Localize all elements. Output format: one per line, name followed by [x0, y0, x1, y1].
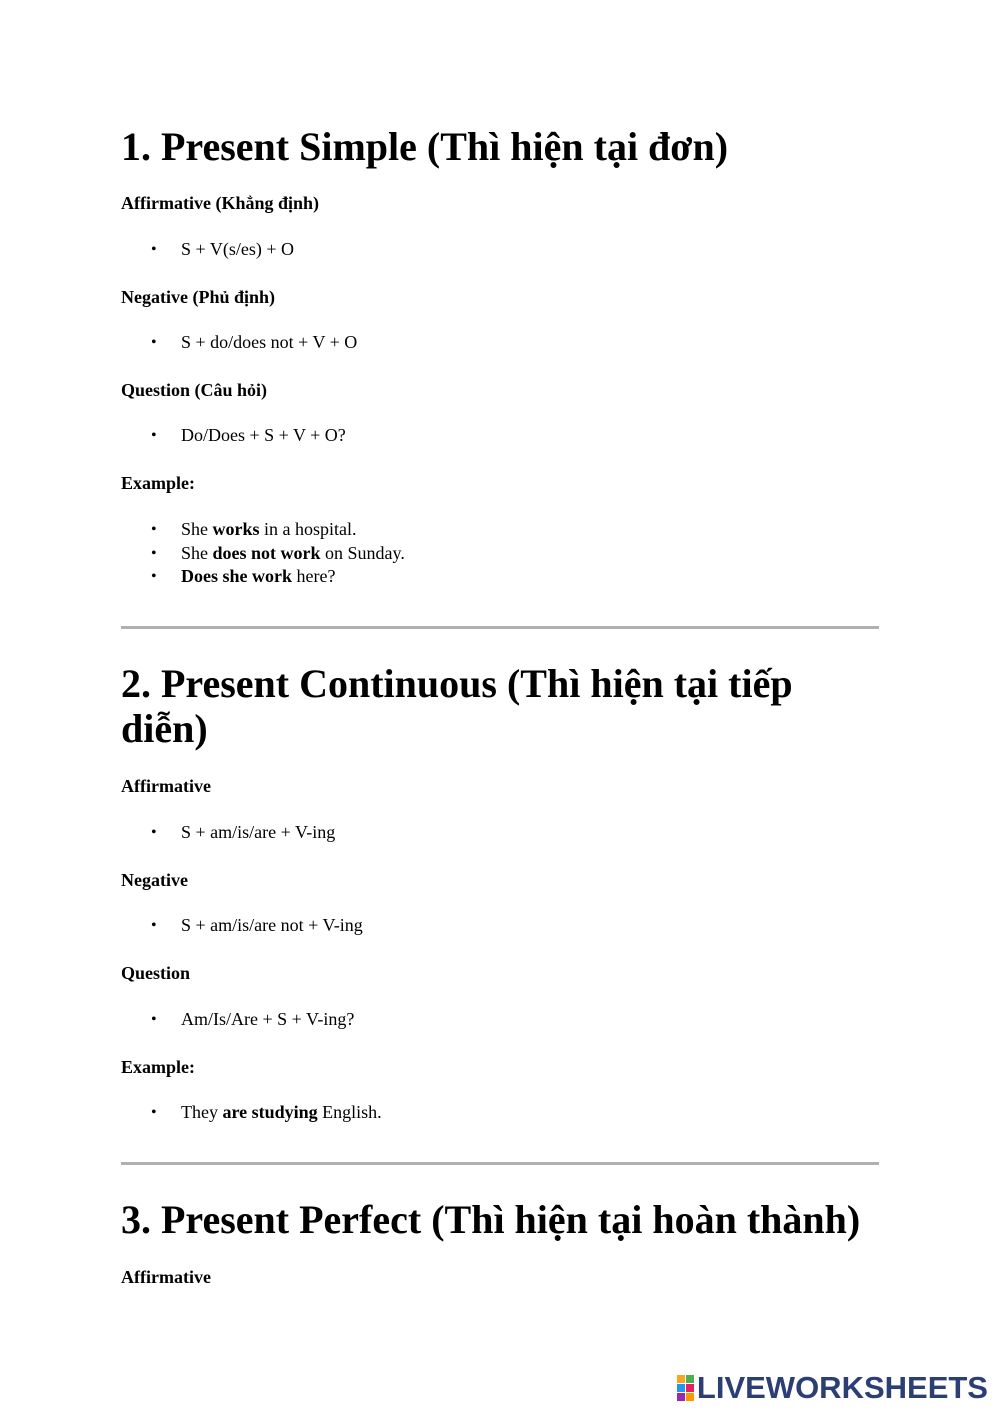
- list-item: [181, 542, 405, 566]
- example-verb: does not work: [212, 542, 321, 563]
- liveworksheets-logo: [677, 1370, 988, 1406]
- example-text: She: [181, 519, 213, 539]
- section-1-example-list: [121, 518, 405, 589]
- list-item: • S + am/is/are + V-ing: [181, 821, 335, 845]
- section-1-negative-label: Negative (Phủ định): [121, 287, 276, 307]
- example-text: here?: [292, 566, 336, 586]
- list-item: [181, 565, 405, 589]
- section-2-negative-list: [121, 914, 363, 938]
- logo-square: [677, 1384, 685, 1392]
- section-2-affirmative-label: Affirmative: [121, 776, 211, 796]
- list-item: • S + am/is/are not + V-ing: [181, 914, 363, 938]
- list-item: • S + V(s/es) + O: [181, 238, 294, 262]
- section-1-affirmative-list: [121, 238, 294, 262]
- logo-square: [686, 1393, 694, 1401]
- list-item: • S + do/does not + V + O: [181, 331, 357, 355]
- logo-square: [677, 1375, 685, 1383]
- section-2-example-label: Example:: [121, 1057, 195, 1077]
- section-1-question-list: [121, 424, 346, 448]
- section-2-title: [121, 661, 793, 751]
- section-1-affirmative-label: Affirmative (Khẳng định): [121, 193, 319, 213]
- list-item: [181, 518, 405, 542]
- list-item: • Am/Is/Are + S + V-ing?: [181, 1008, 354, 1032]
- logo-square: [686, 1384, 694, 1392]
- section-2-title-line-1: 2. Present Continuous (Thì hiện tại tiếp: [121, 661, 793, 706]
- example-verb: Does she work: [181, 566, 292, 586]
- example-text: in a hospital.: [259, 519, 357, 539]
- section-1-negative-list: [121, 331, 357, 355]
- section-2-title-line-2: diễn): [121, 706, 208, 751]
- list-item: • Do/Does + S + V + O?: [181, 424, 346, 448]
- section-2-question-label: Question: [121, 963, 191, 983]
- example-text: on Sunday.: [320, 542, 405, 563]
- example-text: They: [181, 1102, 223, 1122]
- section-1-title: 1. Present Simple (Thì hiện tại đơn): [121, 124, 729, 169]
- example-verb: are studying: [222, 1102, 318, 1122]
- section-3-affirmative-label: Affirmative: [121, 1267, 211, 1287]
- section-3-title: 3. Present Perfect (Thì hiện tại hoàn thành): [121, 1197, 861, 1242]
- example-text: English.: [317, 1102, 382, 1122]
- list-item: [181, 1101, 382, 1125]
- example-text: She: [181, 542, 213, 563]
- example-verb: works: [212, 519, 260, 539]
- liveworksheets-logo-icon: [677, 1375, 694, 1401]
- logo-square: [677, 1393, 685, 1401]
- logo-square: [686, 1375, 694, 1383]
- section-1-example-label: Example:: [121, 473, 195, 493]
- section-divider: [121, 626, 879, 629]
- section-2-example-list: [121, 1101, 382, 1125]
- section-2-negative-label: Negative: [121, 870, 188, 890]
- section-1-question-label: Question (Câu hỏi): [121, 380, 268, 400]
- section-2-affirmative-list: [121, 821, 335, 845]
- section-2-question-list: [121, 1008, 354, 1032]
- liveworksheets-logo-text: LIVEWORKSHEETS: [696, 1370, 988, 1405]
- section-divider: [121, 1162, 879, 1165]
